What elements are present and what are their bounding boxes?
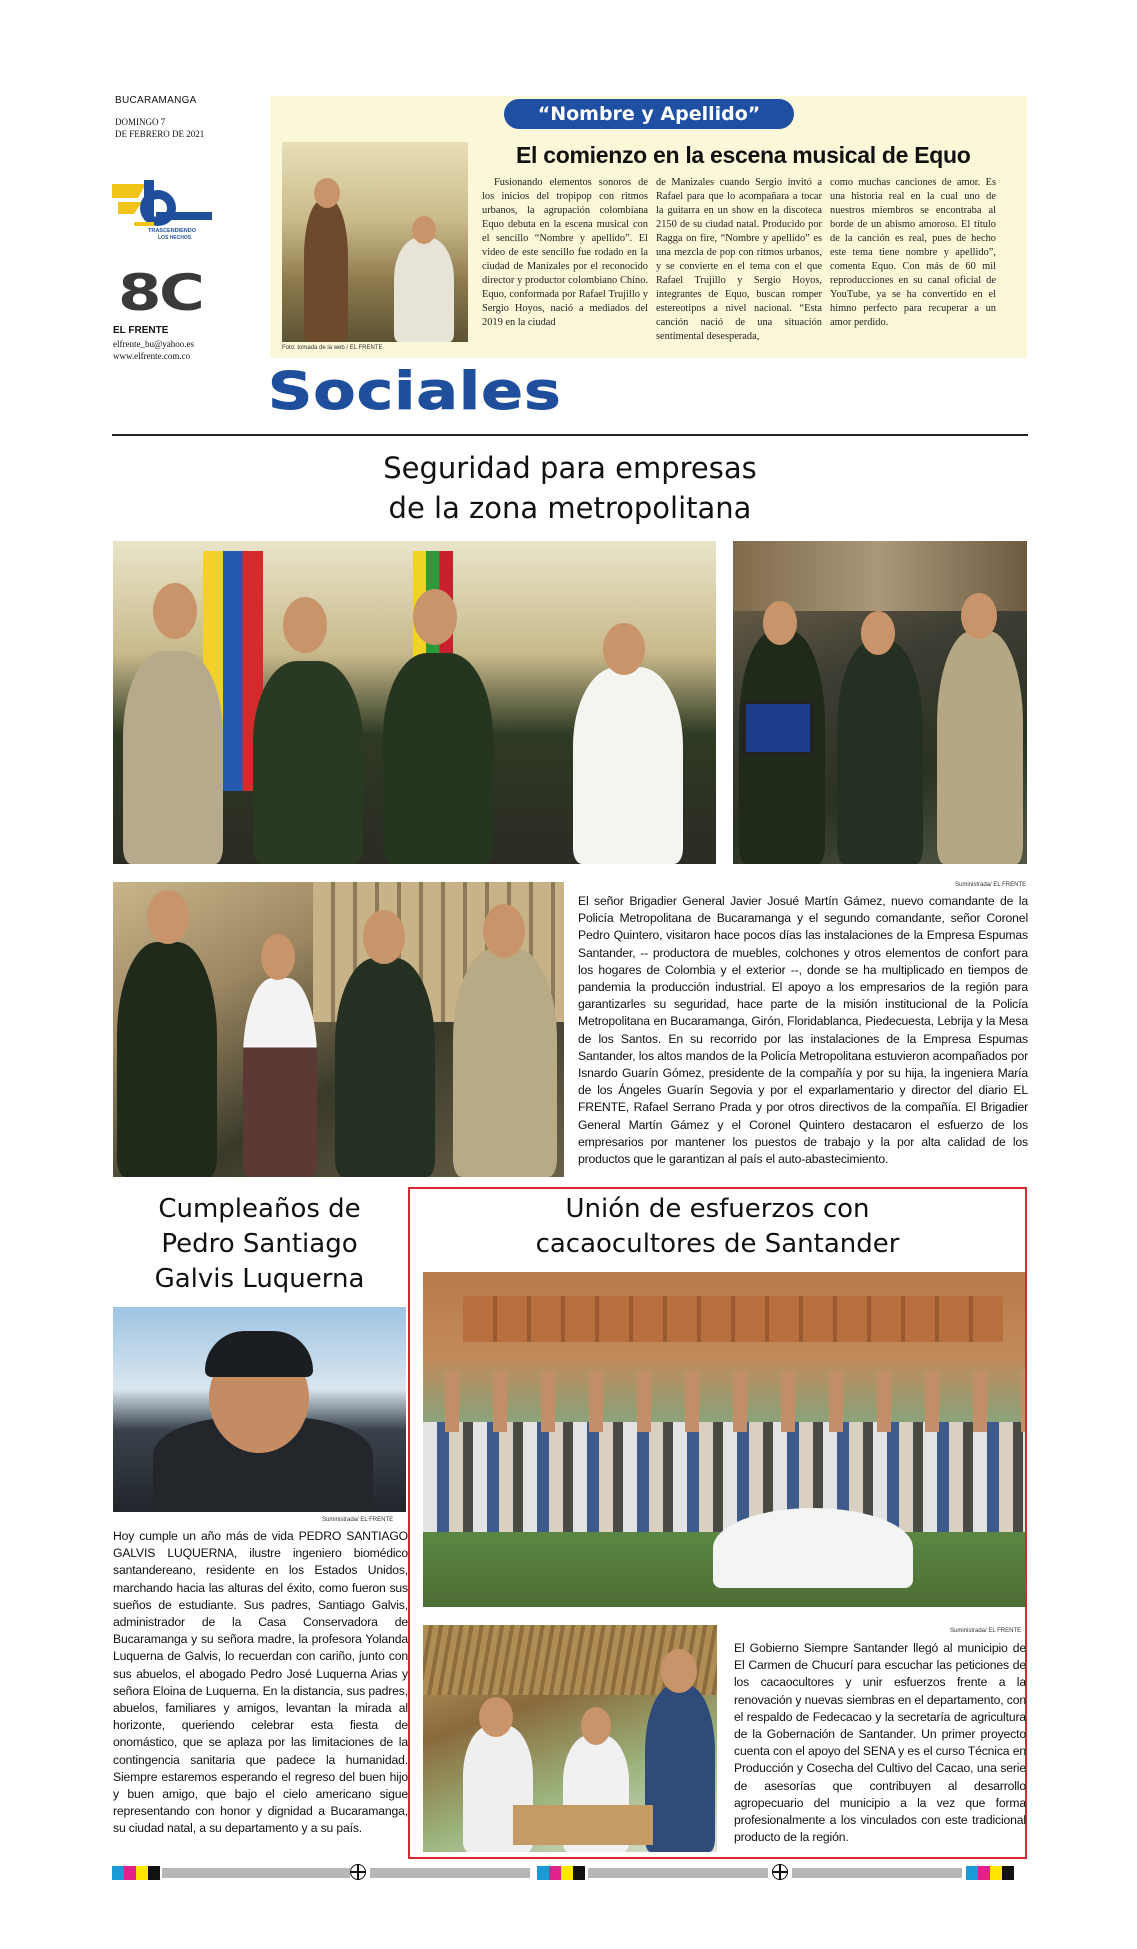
white-table: [713, 1508, 913, 1588]
birthday-body: Hoy cumple un año más de vida PEDRO SANTIAGO GALVIS LUQUERNA, ilustre ingeniero biomédico santandereano, residente en los Estados Unidos, marchando hacia las alturas del éxito, como fueron sus sueños de estudiante. Sus padres, Santiago Galvis, administrador de la Casa Conservadora de Bucaramanga y su señora madre, la profesora Yolanda Luquerna de Galvis, lo recuerdan con cariño, junto con sus abuelos, el abogado Pedro José Luquerna Arias y señora Eloina de Luquerna. En la distancia, sus padres, abuelos, familiares y amigos, levantan la mirada al horizonte, queriendo celebrar esta fiesta de onomástico, que se aplaza por las limitaciones de la contingencia sanitaria que padece la humanidad. Siempre estaremos esperando el regreso del buen hijo y buen amigo, que bajo el cielo americano sigue representando con honor y dignidad a Bucaramanga, su ciudad natal, a su departamento y a su país.: [113, 1529, 408, 1836]
security-photo-visit: [113, 882, 564, 1177]
product-display: [513, 1805, 653, 1845]
person-7: [645, 1685, 715, 1852]
security-body: El señor Brigadier General Javier Josué Martín Gámez, nuevo comandante de la Policía Metropolitana de Bucaramanga y el segundo comandante, señor Coronel Pedro Quintero, visitaron hace pocos días las instalaciones de la Empresa Espumas Santander, -- productora de muebles, colchones y otros elementos de confort para los hogares de Colombia y el exterior --, donde se ha multiplicado en tiempos de pandemia la producción industrial. El apoyo a los empresarios de la región para garantizarles su seguridad, hace parte de la misión institucional de la Policía Metropolitana en Bucaramanga, Girón, Floridablanca, Piedecuesta, Lebrija y la Mesa de los Santos. En su recorrido por las instalaciones de la Empresa Espumas Santander, los altos mandos de la Policía Metropolitana estuvieron acompañados por Isnardo Guarín Gómez, presidente de la compañía y por su hija, la ingeniera María de los Ángeles Guarín Segovia y por el exparlamentario y director del diario EL FRENTE, Rafael Serrano Prada y por otros directivos de la compañía. El Brigadier General Martín Gámez y el Coronel Quintero destacaron el esfuerzo de los empresarios por mantener los puestos de trabajo y la por alta calidad de los productos que le garantizan al país el auto-abastecimiento.: [578, 894, 1028, 1167]
reg-magenta-3: [978, 1866, 990, 1880]
reg-gray-1: [162, 1868, 350, 1878]
officer-4-head: [861, 611, 895, 655]
newspaper-logo: [112, 178, 212, 244]
equo-photo-caption: Foto: tomada de la web / EL FRENTE: [282, 345, 383, 351]
person-4-head: [483, 904, 525, 958]
birthday-photo: [113, 1307, 406, 1512]
reg-black: [148, 1866, 160, 1880]
equo-photo: [282, 142, 468, 342]
singer-figure-2: [394, 238, 454, 342]
officer-3-head: [763, 601, 797, 645]
cacao-photo-group: [423, 1272, 1025, 1607]
singer-head-1: [314, 178, 340, 208]
beanie: [205, 1331, 313, 1377]
person-3-head: [961, 593, 997, 639]
person-1-head: [153, 583, 197, 639]
reg-yellow-3: [990, 1866, 1002, 1880]
security-photo-group: [113, 541, 716, 864]
equo-column-3: como muchas canciones de amor. Es una historia real en la cual uno de nuestros miembros se encontraba al borde de un abismo amoroso. El título de la canción es real, pues de hecho este tema tiene nombre y apellido”, comenta Equo. Con más de 60 mil reproducciones en su canal oficial de YouTube, ya se ha convertido en el himno perfecto para recuperar a un amor perdido.: [830, 177, 996, 328]
person-2-head: [603, 623, 645, 675]
person-7-head: [661, 1649, 697, 1693]
officer-5: [117, 942, 217, 1177]
cacao-title-line-1: Unión de esfuerzos con: [565, 1194, 870, 1224]
person-3: [937, 631, 1023, 864]
date-line-1: DOMINGO 7: [115, 117, 166, 127]
equo-column-1: Fusionando elementos sonoros de los inicios del tropipop con ritmos urbanos, la agrupación colombiana Equo debuta en la escena musical con el sencillo “Nombre y apellido”. El video de este sencillo fue rodado en la ciudad de Manizales por el reconocido director y productor colombiano Chino. Equo, conformada por Rafael Trujillo y Sergio Hoyos, nació a mediados del 2019 en la ciudad: [482, 177, 648, 328]
cacao-title-line-2: cacaocultores de Santander: [535, 1229, 900, 1259]
section-title: Sociales: [268, 362, 562, 422]
birthday-title-line-3: Galvis Luquerna: [154, 1264, 365, 1294]
person-4: [453, 948, 557, 1177]
page-number: 8C: [118, 264, 203, 322]
officer-5-head: [147, 890, 189, 944]
reg-black-2: [573, 1866, 585, 1880]
equo-title: El comienzo en la escena musical de Equo: [516, 142, 971, 168]
security-title-line-1: Seguridad para empresas: [383, 451, 757, 485]
crowd-heads: [423, 1372, 1025, 1432]
cacao-photo-caption: Suministrada/ EL FRENTE: [950, 1628, 1022, 1634]
equo-article: [270, 96, 1027, 358]
officer-1: [253, 661, 363, 864]
officer-6-head: [363, 910, 405, 964]
reg-magenta-2: [549, 1866, 561, 1880]
reg-black-3: [1002, 1866, 1014, 1880]
reg-cyan: [112, 1866, 124, 1880]
equo-badge: [504, 99, 794, 129]
singer-head-2: [412, 216, 436, 244]
crowd-of-people: [423, 1422, 1025, 1532]
singer-figure-1: [304, 200, 348, 342]
reg-yellow: [136, 1866, 148, 1880]
officer-4: [837, 641, 923, 864]
person-1: [123, 651, 223, 864]
reg-gray-4: [792, 1868, 962, 1878]
logo-tagline-1: TRASCENDIENDO: [148, 228, 196, 234]
person-6-head: [581, 1707, 611, 1745]
date-line-2: DE FEBRERO DE 2021: [115, 129, 205, 139]
paper-email: elfrente_bu@yahoo.es: [113, 339, 195, 349]
reg-cyan-2: [537, 1866, 549, 1880]
birthday-photo-caption: Suministrada/ EL FRENTE: [322, 1517, 394, 1523]
roof: [463, 1296, 1003, 1342]
reg-gray-3: [588, 1868, 768, 1878]
officer-1-head: [283, 597, 327, 653]
paper-website: www.elfrente.com.co: [113, 351, 191, 361]
security-photo-caption: Suministrada/ EL FRENTE: [955, 882, 1027, 888]
officer-2-head: [413, 589, 457, 645]
logo-tagline-2: LOS HECHOS: [158, 235, 192, 241]
officer-6: [335, 958, 435, 1177]
equo-column-2: de Manizales cuando Sergio invitó a Rafael para que lo acompañara a tocar la guitarra en un show en la discoteca 2150 de su ciudad natal. Producido por Ragga on fire, “Nombre y apellido” es una mezcla de pop con ritmos urbanos, y se convierte en el tema con el que Rafael Trujillo y Sergio Hoyos, integrantes de Equo, buscan romper estereotipos a nivel nacional. “Esta canción nació de una situación sentimental desesperada,: [656, 177, 822, 342]
person-5-head: [479, 1697, 513, 1737]
cacao-photo-booth: [423, 1625, 717, 1852]
woman-figure: [243, 978, 317, 1177]
reg-yellow-2: [561, 1866, 573, 1880]
registration-target-icon: [350, 1864, 366, 1880]
reg-magenta: [124, 1866, 136, 1880]
registration-target-icon-2: [772, 1864, 788, 1880]
reg-gray-2: [370, 1868, 530, 1878]
cacao-body: El Gobierno Siempre Santander llegó al municipio de El Carmen de Chucurí para escuchar las peticiones de los cacaocultores y unir esfuerzos frente a la renovación y nuevas siembras en el departamento, con el respaldo de Fedecacao y la secretaría de agricultura de la Gobernación de Santander. Un primer proyecto cuenta con el apoyo del SENA y es el curso Técnica en Producción y Cosecha del Cultivo del Cacao, una serie de asesorías que contribuyen al desarrollo agropecuario del municipio a la vez que forma profesionalmente a los vinculados con este tradicional producto de la región.: [734, 1641, 1026, 1845]
section-rule: [112, 434, 1028, 436]
security-photo-office: [733, 541, 1027, 864]
officer-2: [383, 653, 493, 864]
birthday-title-line-2: Pedro Santiago: [161, 1229, 358, 1259]
paper-name: EL FRENTE: [113, 325, 169, 336]
woman-head: [261, 934, 295, 980]
city: BUCARAMANGA: [115, 95, 197, 106]
security-title-line-2: de la zona metropolitana: [388, 491, 752, 525]
birthday-title-line-1: Cumpleaños de: [158, 1194, 361, 1224]
computer-monitor: [743, 701, 813, 755]
person-2: [573, 667, 683, 864]
equo-badge-text: “Nombre y Apellido”: [537, 103, 761, 125]
reg-cyan-3: [966, 1866, 978, 1880]
